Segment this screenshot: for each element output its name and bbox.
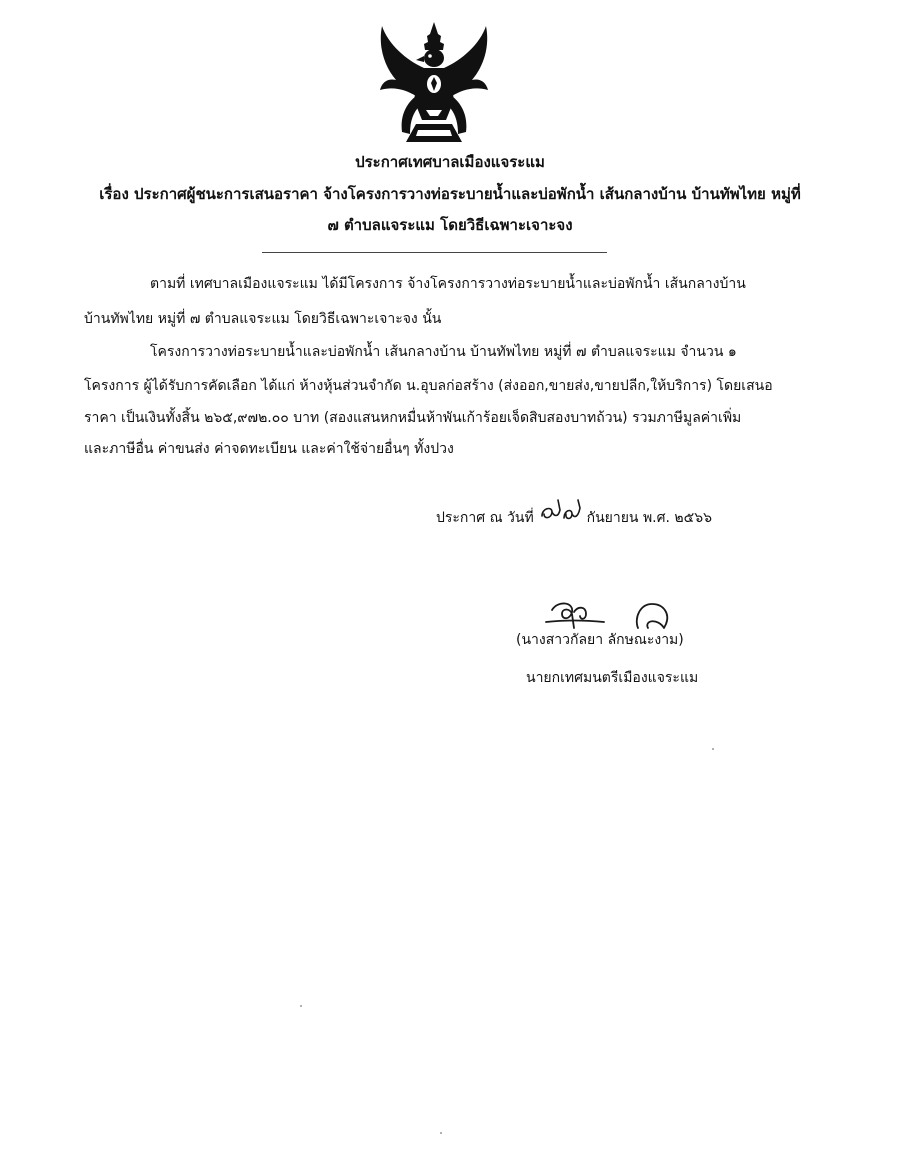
- signer-name: (นางสาวกัลยา ลักษณะงาม): [516, 632, 684, 648]
- body-paragraph-2-line-4: และภาษีอื่น ค่าขนส่ง ค่าจดทะเบียน และค่าใช้จ่ายอื่นๆ ทั้งปวง: [84, 441, 454, 457]
- scan-speck: [712, 748, 714, 750]
- date-prefix: ประกาศ ณ วันที่: [436, 510, 534, 526]
- body-paragraph-2-line-1: โครงการวางท่อระบายน้ำและบ่อพักน้ำ เส้นกลางบ้าน บ้านทัพไทย หมู่ที่ ๗ ตำบลแจระแม จำนวน ๑: [150, 344, 737, 360]
- announcement-date: [436, 496, 712, 528]
- subject-line-1: เรื่อง ประกาศผู้ชนะการเสนอราคา จ้างโครงการวางท่อระบายน้ำและบ่อพักน้ำ เส้นกลางบ้าน บ้านทัพไทย หมู่ที่: [99, 185, 801, 203]
- handwritten-day: [538, 496, 582, 526]
- title-divider: [262, 252, 607, 253]
- subject-line-2: ๗ ตำบลแจระแม โดยวิธีเฉพาะเจาะจง: [327, 216, 573, 234]
- body-paragraph-2-line-2: โครงการ ผู้ได้รับการคัดเลือก ได้แก่ ห้างหุ้นส่วนจำกัด น.อุบลก่อสร้าง (ส่งออก,ขายส่ง,ขายปลีก,ให้บริการ) โดยเสนอ: [84, 378, 773, 394]
- date-suffix: กันยายน พ.ศ. ๒๕๖๖: [586, 510, 713, 526]
- garuda-emblem-icon: [372, 20, 496, 146]
- scan-speck: [300, 1005, 302, 1007]
- body-paragraph-1-line-1: ตามที่ เทศบาลเมืองแจระแม ได้มีโครงการ จ้างโครงการวางท่อระบายน้ำและบ่อพักน้ำ เส้นกลางบ้าน: [150, 276, 746, 292]
- body-paragraph-1-line-2: บ้านทัพไทย หมู่ที่ ๗ ตำบลแจระแม โดยวิธีเฉพาะเจาะจง นั้น: [84, 311, 442, 327]
- body-paragraph-2-line-3: ราคา เป็นเงินทั้งสิ้น ๒๖๕,๙๗๒.๐๐ บาท (สองแสนหกหมื่นห้าพันเก้าร้อยเจ็ดสิบสองบาทถ้วน) รวมภาษีมูลค่าเพิ่ม: [84, 410, 742, 426]
- signer-position: นายกเทศมนตรีเมืองแจระแม: [526, 670, 699, 686]
- scan-speck: [440, 1132, 442, 1134]
- announcement-title: ประกาศเทศบาลเมืองแจระแม: [355, 153, 545, 171]
